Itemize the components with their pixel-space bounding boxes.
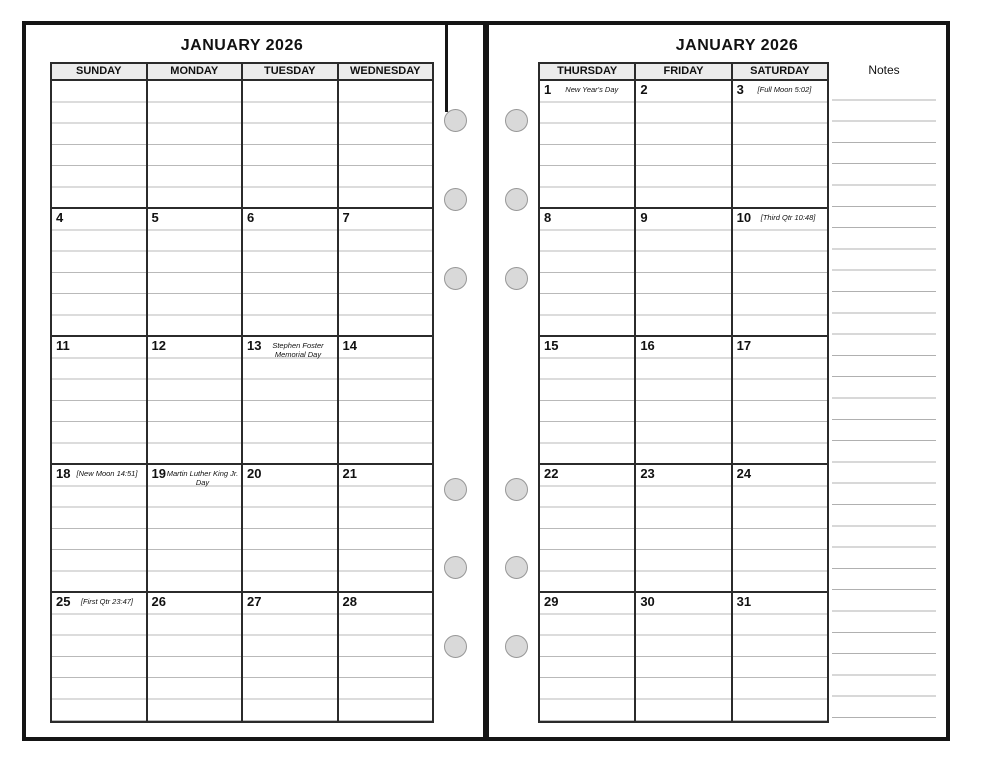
day-annotation [551,210,632,214]
spine-divider [483,21,489,741]
day-annotation [247,82,335,86]
date-number: 31 [736,594,752,609]
binder-hole [444,188,467,211]
day-annotation [63,210,143,214]
date-cell [148,81,244,207]
date-number: 14 [342,338,357,353]
date-cell [243,465,339,591]
date-number: 26 [151,594,166,609]
day-annotation: Martin Luther King Jr. Day [166,469,239,487]
date-cell [540,81,636,207]
day-annotation [751,594,825,598]
date-number: 1 [544,82,552,97]
week-row [540,465,827,593]
date-cell [52,209,148,335]
day-annotation [558,594,632,598]
date-number: 20 [247,466,262,481]
date-number: 6 [247,210,255,225]
day-annotation [751,466,825,470]
date-cell [52,81,148,207]
date-cell [243,337,339,463]
binder-hole [505,478,528,501]
date-cell [339,337,433,463]
date-cell [148,465,244,591]
right-day-header-row [540,64,827,81]
date-number: 28 [342,594,357,609]
day-annotation [751,338,825,342]
day-annotation: [Third Qtr 10:48] [760,213,816,222]
date-number: 8 [544,210,552,225]
left-day-header-row [52,64,432,81]
date-cell [148,209,244,335]
binder-hole [444,267,467,290]
date-cell [339,81,433,207]
date-number: 15 [544,338,559,353]
date-number: 25 [56,594,71,609]
day-header-tuesday: TUESDAY [243,64,339,79]
date-cell [339,465,433,591]
date-cell [339,209,433,335]
day-annotation [261,594,334,598]
week-row [52,593,432,721]
date-number: 4 [56,210,64,225]
day-annotation [70,338,144,342]
date-cell [243,81,339,207]
date-number: 30 [640,594,655,609]
day-annotation [166,338,239,342]
day-annotation [166,594,239,598]
date-cell [148,593,244,721]
date-number: 13 [247,338,262,353]
day-annotation: [First Qtr 23:47] [80,597,134,606]
day-annotation: Stephen Foster Memorial Day [272,341,324,359]
date-cell [733,593,827,721]
date-number: 27 [247,594,262,609]
left-page-edge-line [445,23,448,112]
notes-ruled-lines [832,79,936,725]
date-number: 9 [640,210,648,225]
date-cell [733,81,827,207]
week-row [540,337,827,465]
week-row [540,593,827,721]
date-cell [733,209,827,335]
binder-hole [505,267,528,290]
day-annotation [357,594,430,598]
date-number: 24 [736,466,752,481]
binder-hole [505,188,528,211]
date-cell [636,81,732,207]
day-header-sunday: SUNDAY [52,64,148,79]
date-number: 3 [736,82,744,97]
date-cell [243,593,339,721]
right-calendar-grid [538,62,829,723]
week-row [52,81,432,209]
day-annotation [152,82,240,86]
date-cell [339,593,433,721]
date-number: 17 [736,338,752,353]
date-cell [243,209,339,335]
date-number: 18 [56,466,71,481]
binder-hole [444,109,467,132]
date-number: 10 [736,210,752,225]
notes-label: Notes [868,63,900,77]
left-calendar-grid [50,62,434,723]
date-number: 29 [544,594,559,609]
binder-hole [505,635,528,658]
day-annotation [648,210,729,214]
binder-hole [444,635,467,658]
day-annotation [558,338,632,342]
right-page-title: JANUARY 2026 [675,37,799,54]
date-number: 23 [640,466,655,481]
binder-hole [505,556,528,579]
day-annotation [655,594,729,598]
date-number: 7 [342,210,350,225]
day-annotation [648,82,729,86]
binder-hole [444,478,467,501]
week-row [540,209,827,337]
day-annotation: [New Moon 14:51] [76,469,138,478]
day-annotation [159,210,239,214]
day-annotation [357,466,430,470]
date-cell [52,465,148,591]
date-cell [636,209,732,335]
date-number: 11 [56,338,70,353]
date-number: 21 [342,466,357,481]
date-number: 19 [151,466,166,481]
date-cell [540,209,636,335]
date-cell [733,465,827,591]
date-number: 2 [640,82,648,97]
date-number: 5 [151,210,159,225]
date-cell [636,465,732,591]
day-annotation [254,210,334,214]
day-header-friday: FRIDAY [636,64,732,79]
date-cell [636,593,732,721]
date-cell [148,337,244,463]
date-number: 12 [151,338,166,353]
week-row [52,337,432,465]
day-annotation [56,82,144,86]
day-annotation [655,338,729,342]
binder-hole [505,109,528,132]
date-number: 16 [640,338,655,353]
week-row [52,209,432,337]
binder-hole [444,556,467,579]
day-annotation [357,338,430,342]
date-cell [636,337,732,463]
date-number: 22 [544,466,559,481]
day-annotation [261,466,334,470]
day-header-monday: MONDAY [148,64,244,79]
date-cell [52,593,148,721]
date-cell [540,593,636,721]
date-cell [733,337,827,463]
day-header-saturday: SATURDAY [750,65,810,77]
date-cell [540,337,636,463]
week-row [52,465,432,593]
day-header-thursday: THURSDAY [540,64,636,79]
day-annotation: [Full Moon 5:02] [757,85,812,94]
day-annotation [558,466,632,470]
day-annotation [350,210,430,214]
week-row [540,81,827,209]
left-page-title: JANUARY 2026 [180,37,304,54]
day-annotation: New Year's Day [565,85,619,94]
date-cell [52,337,148,463]
date-cell [540,465,636,591]
day-header-wednesday: WEDNESDAY [350,65,421,77]
day-annotation [343,82,431,86]
day-annotation [655,466,729,470]
